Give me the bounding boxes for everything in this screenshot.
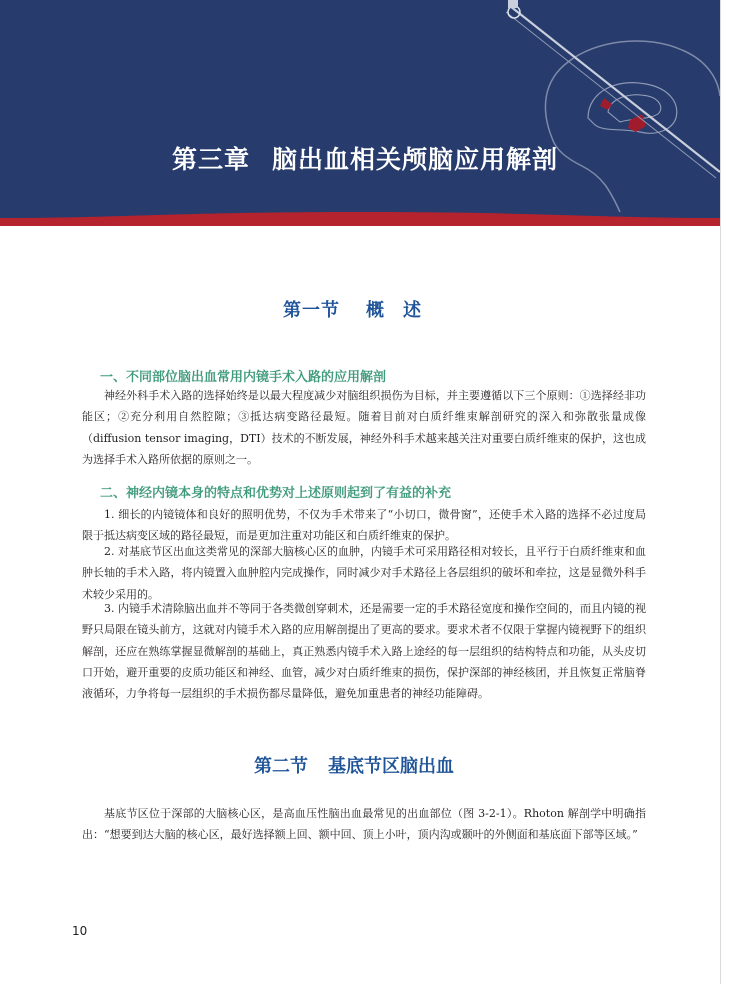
- chapter-title: [172, 140, 558, 176]
- page-number: 10: [72, 924, 88, 938]
- paragraph-4: 3. 内镜手术清除脑出血并不等同于各类微创穿刺术，还是需要一定的手术路径宽度和操作空间的，而且内镜的视野只局限在镜头前方，这就对内镜手术入路的应用解剖提出了更高的要求。要求术者不仅限于掌握内镜视野下的组织解剖，还应在熟练掌握显微解剖的基础上，真正熟悉内镜手术入路上途经的每一层组织的结构特点和功能，从头皮切口开始，避开重要的皮质功能区和神经、血管，减少对白质纤维束的损伤，保护深部的神经核团，并且恢复正常脑脊液循环，力争将每一层组织的手术损伤都尽量降低，避免加重患者的神经功能障碍。: [82, 602, 646, 701]
- paragraph-2: 1. 细长的内镜镜体和良好的照明优势，不仅为手术带来了“小切口，微骨窗”，还使手术入路的选择不必过度局限于抵达病变区域的路径最短，而是更加注重对功能区和白质纤维束的保护。: [82, 508, 646, 543]
- chapter-banner: [0, 0, 720, 226]
- section-2-number: 第二节: [254, 756, 308, 777]
- section-1-title: [283, 296, 422, 322]
- section-2-name: 基底节区脑出血: [328, 756, 454, 777]
- paragraph-3: 2. 对基底节区出血这类常见的深部大脑核心区的血肿，内镜手术可采用路径相对较长，且平行于白质纤维束和血肿长轴的手术入路，将内镜置入血肿腔内完成操作，同时减少对手术路径上各层组织的破坏和牵拉，这是显微外科手术较少采用的。: [82, 545, 646, 601]
- head-endoscope-illustration-icon: [470, 0, 720, 212]
- subheading-1: 一、不同部位脑出血常用内镜手术入路的应用解剖: [100, 370, 387, 385]
- page-edge: [720, 0, 730, 984]
- paragraph-5: 基底节区位于深部的大脑核心区，是高血压性脑出血最常见的出血部位（图 3-2-1）。Rhoton 解剖学中明确指出：“想要到达大脑的核心区，最好选择额上回、额中回、顶上小叶，顶内沟或颞叶的外侧面和基底面下部等区域。”: [82, 807, 646, 842]
- chapter-name: 脑出血相关颅脑应用解剖: [272, 145, 559, 174]
- section-1-title-char-2: 述: [403, 300, 422, 321]
- section-2-title: [254, 752, 454, 778]
- chapter-number: 第三章: [172, 145, 251, 174]
- banner-stripe: [0, 212, 720, 226]
- section-1-title-char-1: 概: [366, 300, 385, 321]
- subheading-2: 二、神经内镜本身的特点和优势对上述原则起到了有益的补充: [100, 486, 452, 501]
- section-1-number: 第一节: [283, 300, 340, 321]
- paragraph-1: 神经外科手术入路的选择始终是以最大程度减少对脑组织损伤为目标，并主要遵循以下三个原则：①选择经非功能区；②充分利用自然腔隙；③抵达病变路径最短。随着目前对白质纤维束解剖研究的深入和弥散张量成像（diffusion tensor imaging，DTI）技术的不断发展，神经外科手术越来越关注对重要白质纤维束的保护，这也成为选择手术入路所依据的原则之一。: [82, 389, 646, 466]
